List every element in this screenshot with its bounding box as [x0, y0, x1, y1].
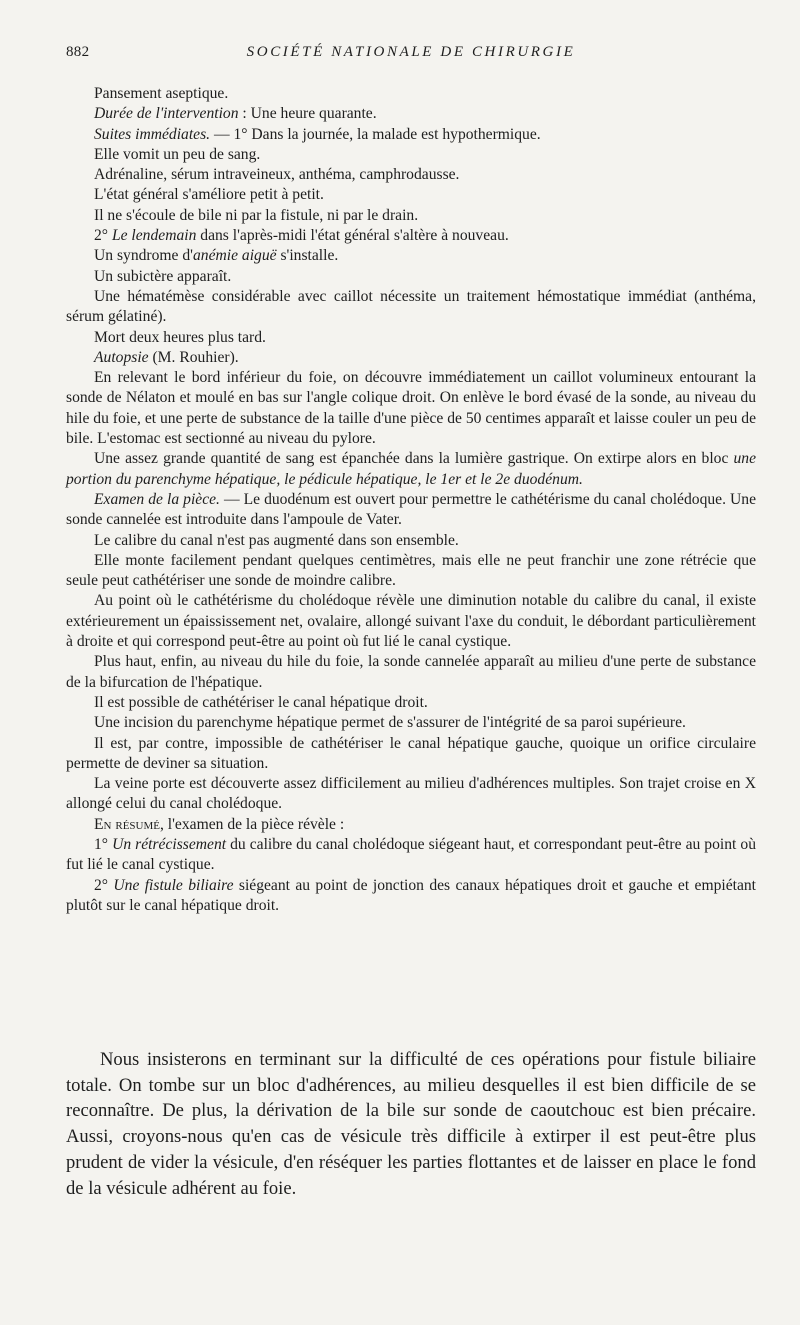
- journal-title: SOCIÉTÉ NATIONALE DE CHIRURGIE: [246, 44, 576, 60]
- italic-label: anémie aiguë: [192, 247, 277, 265]
- italic-label: Durée de l'intervention: [94, 105, 239, 123]
- paragraph: 1° Un rétrécissement du calibre du canal cholédoque siégeant haut, et correspondant peut-être au point où fut lié le canal cystique.: [66, 835, 756, 874]
- paragraph: Elle vomit un peu de sang.: [94, 145, 261, 163]
- italic-label: Examen de la pièce.: [94, 490, 220, 508]
- paragraph: 2° Une fistule biliaire siégeant au point de jonction des canaux hépatiques droit et gauche et empiétant plutôt sur le canal hépatique droit.: [66, 876, 757, 914]
- page-number: 882: [66, 44, 90, 60]
- paragraph: Mort deux heures plus tard.: [94, 328, 266, 346]
- italic-label: Autopsie: [94, 348, 149, 366]
- italic-label: Suites immédiates.: [94, 125, 211, 143]
- paragraph: L'état général s'améliore petit à petit.: [94, 186, 324, 204]
- italic-label: une portion du parenchyme hépatique, le pédicule hépatique, le 1er et le 2e duodénum.: [66, 450, 756, 488]
- italic-label: Une fistule biliaire: [113, 876, 234, 894]
- paragraph: Au point où le cathétérisme du cholédoque révèle une diminution notable du calibre du canal, il existe extérieurement un épaississement net, ovalaire, allongé suivant l'axe du conduit, le débordant particulièrement à droite et qui correspond peut-être au point où fut lié le canal cystique.: [66, 592, 756, 651]
- paragraph: Un syndrome d'anémie aiguë s'installe.: [94, 247, 339, 265]
- paragraph: Il ne s'écoule de bile ni par la fistule, ni par le drain.: [94, 206, 419, 224]
- paragraph: La veine porte est découverte assez difficilement au milieu d'adhérences multiples. Son trajet croise en X allongé celui du canal cholédoque.: [66, 775, 756, 813]
- conclusion-paragraph: Nous insisterons en terminant sur la difficulté de ces opérations pour fistule biliaire totale. On tombe sur un bloc d'adhérences, au milieu desquelles il est bien difficile de se reconnaître. De plus, la dérivation de la bile sur sonde de caoutchouc est bien précaire. Aussi, croyons-nous qu'en cas de vésicule très difficile à extirper il est peut-être plus prudent de vider la vésicule, d'en réséquer les parties flottantes et de laisser en place le fond de la vésicule adhérent au foie.: [66, 1049, 756, 1199]
- paragraph: Pansement aseptique.: [94, 85, 229, 102]
- paragraph: Autopsie (M. Rouhier).: [94, 348, 239, 366]
- paragraph: Suites immédiates. — 1° Dans la journée, la malade est hypothermique.: [94, 125, 541, 143]
- italic-label: Un rétrécissement: [112, 835, 227, 853]
- paragraph: Le calibre du canal n'est pas augmenté dans son ensemble.: [94, 531, 459, 549]
- paragraph: Il est, par contre, impossible de cathétériser le canal hépatique gauche, quoique un orifice circulaire permette de deviner sa situation.: [66, 734, 756, 772]
- paragraph: Une assez grande quantité de sang est épanchée dans la lumière gastrique. On extirpe alors en bloc une portion du parenchyme hépatique, le pédicule hépatique, le 1er et le 2e duodénum.: [66, 450, 756, 488]
- paragraph: Adrénaline, sérum intraveineux, anthéma, camphrodausse.: [94, 166, 460, 184]
- running-header: [66, 44, 756, 66]
- paragraph: Un subictère apparaît.: [94, 267, 232, 285]
- paragraph: En résumé, l'examen de la pièce révèle :: [94, 815, 345, 833]
- paragraph: Durée de l'intervention : Une heure quarante.: [94, 105, 377, 123]
- paragraph: Plus haut, enfin, au niveau du hile du foie, la sonde cannelée apparaît au milieu d'une perte de substance de la bifurcation de l'hépatique.: [66, 653, 756, 691]
- conclusion-section: [66, 1047, 756, 1201]
- paragraph: Il est possible de cathétériser le canal hépatique droit.: [94, 693, 428, 711]
- paragraph: En relevant le bord inférieur du foie, on découvre immédiatement un caillot volumineux entourant la sonde de Nélaton et moulé en bas sur l'angle colique droit. On enlève le bord évasé de la sonde, au niveau du hile du foie, et une perte de substance de la taille d'une pièce de 50 centimes apparaît et laisse couler un peu de bile. L'estomac est sectionné au niveau du pylore.: [66, 369, 756, 448]
- paragraph: 2° Le lendemain dans l'après-midi l'état général s'altère à nouveau.: [94, 227, 509, 245]
- paragraph: Elle monte facilement pendant quelques centimètres, mais elle ne peut franchir une zone rétrécie que seule peut cathétériser une sonde de moindre calibre.: [66, 551, 756, 590]
- paragraph: Examen de la pièce. — Le duodénum est ouvert pour permettre le cathétérisme du canal cholédoque. Une sonde cannelée est introduite dans l'ampoule de Vater.: [66, 490, 756, 529]
- case-report-body: [66, 84, 756, 916]
- paragraph: Une hématémèse considérable avec caillot nécessite un traitement hémostatique immédiat (anthéma, sérum gélatiné).: [66, 287, 756, 326]
- small-caps-label: En résumé,: [94, 815, 164, 833]
- paragraph: Une incision du parenchyme hépatique permet de s'assurer de l'intégrité de sa paroi supérieure.: [94, 714, 686, 732]
- italic-label: Le lendemain: [111, 227, 197, 245]
